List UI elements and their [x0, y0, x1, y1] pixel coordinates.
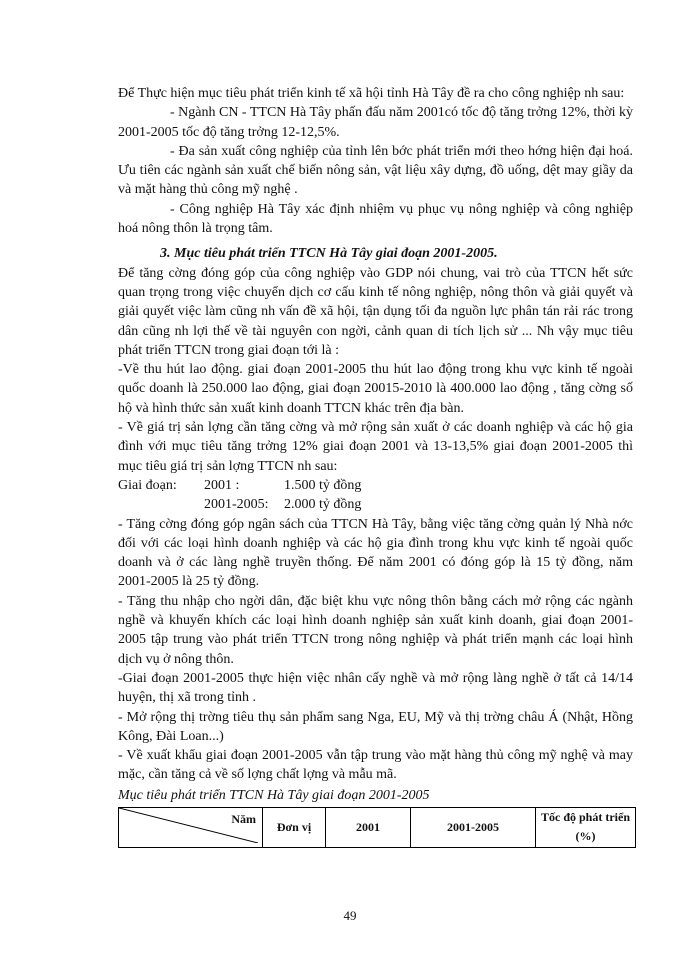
giai-doan-period: 2001 : — [204, 477, 240, 493]
goal-item-growth: - Ngành CN - TTCN Hà Tây phấn đấu năm 2001có tốc độ tăng trởng 12%, thời kỳ 2001-2005 tốc độ tăng trởng 12-12,5%. — [118, 105, 633, 140]
section-heading: 3. Mục tiêu phát triển TTCN Hà Tây giai đoạn 2001-2005. — [160, 246, 498, 262]
table-header-row — [119, 807, 636, 847]
export-paragraph: - Về xuất khẩu giai đoạn 2001-2005 vẫn tập trung vào mặt hàng thủ công mỹ nghệ và may mặc, cần tăng cả về số lợng chất lợng và mẫu mã. — [118, 748, 633, 783]
header-2001: 2001 — [326, 807, 411, 847]
craft-village-paragraph: -Giai đoạn 2001-2005 thực hiện việc nhân cấy nghề và mở rộng làng nghề ở tất cả 14/14 huyện, thị xã trong tỉnh . — [118, 670, 633, 706]
income-paragraph: - Tăng thu nhập cho ngời dân, đặc biệt khu vực nông thôn bằng cách mở rộng các ngành nghề và khuyến khích các loại hình doanh nghiệp sản xuất kinh doanh, giai đoạn 2001-2005 tập trung vào phát triển TTCN trong nông nghiệp và phát triển mạnh các loại hình dịch vụ ở nông thôn. — [118, 593, 633, 667]
budget-paragraph: - Tăng cờng đóng góp ngân sách của TTCN Hà Tây, bằng việc tăng cờng quản lý Nhà nớc đối với các loại hình doanh nghiệp và các hộ gia đình trong khu vực kinh tế ngoài quốc doanh và ở các làng nghề truyền thống. Để năm 2001 có đóng góp là 15 tỷ đồng, năm 2001-2005 là 25 tỷ đồng. — [118, 516, 633, 590]
giai-doan-period: 2001-2005: — [204, 497, 269, 513]
giai-doan-value: 2.000 tỷ đồng — [284, 497, 362, 513]
giai-doan-value: 1.500 tỷ đồng — [284, 477, 362, 493]
header-2001-2005: 2001-2005 — [411, 807, 536, 847]
goal-item-modernize: - Đa sản xuất công nghiệp của tỉnh lên bớc phát triển mới theo hớng hiện đại hoá. Ưu tiên các ngành sản xuất chế biến nông sản, vật liệu xây dựng, đồ uống, dệt may giầy da và mặt hàng thủ công mỹ nghệ . — [118, 143, 633, 198]
document-page — [118, 84, 633, 848]
goal-item-agriculture: - Công nghiệp Hà Tây xác định nhiệm vụ phục vụ nông nghiệp và công nghiệp hoá nông thôn là trọng tâm. — [118, 201, 633, 237]
giai-doan-label: Giai đoạn: — [118, 477, 177, 493]
table-header-cell — [119, 807, 263, 847]
market-paragraph: - Mở rộng thị trờng tiêu thụ sản phẩm sang Nga, EU, Mỹ và thị trờng châu Á (Nhật, Hồng Kông, Đài Loan...) — [118, 709, 633, 744]
header-year: Năm — [231, 811, 256, 826]
intro-paragraph: Để Thực hiện mục tiêu phát triển kinh tế xã hội tỉnh Hà Tây đề ra cho công nghiệp nh sau: — [118, 86, 625, 101]
giai-doan-row — [118, 476, 633, 495]
output-value-paragraph: - Về giá trị sản lợng cần tăng cờng và mở rộng sản xuất ở các doanh nghiệp và các hộ gia đình với mục tiêu tăng trởng 12% giai đoạn 2001 và 13-13,5% giai đoạn 2001-2005 thì mục tiêu giá trị sản lợng TTCN nh sau: — [118, 420, 633, 474]
section-intro-paragraph: Để tăng cờng đóng góp của công nghiệp vào GDP nói chung, vai trò của TTCN hết sức quan trọng trong việc chuyển dịch cơ cấu kinh tế nông nghiệp, nông thôn và giải quyết và giải quyết việc làm cũng nh vấn đề xã hội, tận dụng tối đa nguồn lực phân tán rải rác trong dân cũng nh lợi thế về tài nguyên con ngời, cảnh quan di tích lịch sử ... Nh vậy mục tiêu phát triển TTCN trong giai đoạn tới là : — [118, 265, 633, 358]
header-unit: Đơn vị — [263, 807, 326, 847]
giai-doan-row — [118, 495, 633, 514]
table-caption: Mục tiêu phát triển TTCN Hà Tây giai đoạn 2001-2005 — [118, 787, 430, 803]
header-growth-rate: Tốc độ phát triển (%) — [536, 807, 636, 847]
labor-paragraph: -Về thu hút lao động. giai đoạn 2001-2005 thu hút lao động trong khu vực kinh tế ngoài quốc doanh là 250.000 lao động, giai đoạn 20015-2010 là 400.000 lao động , tăng cờng số hộ và hình thức sản xuất kinh doanh TTCN khác trên địa bàn. — [118, 362, 633, 416]
page-number: 49 — [343, 908, 357, 923]
goals-table — [118, 807, 636, 848]
